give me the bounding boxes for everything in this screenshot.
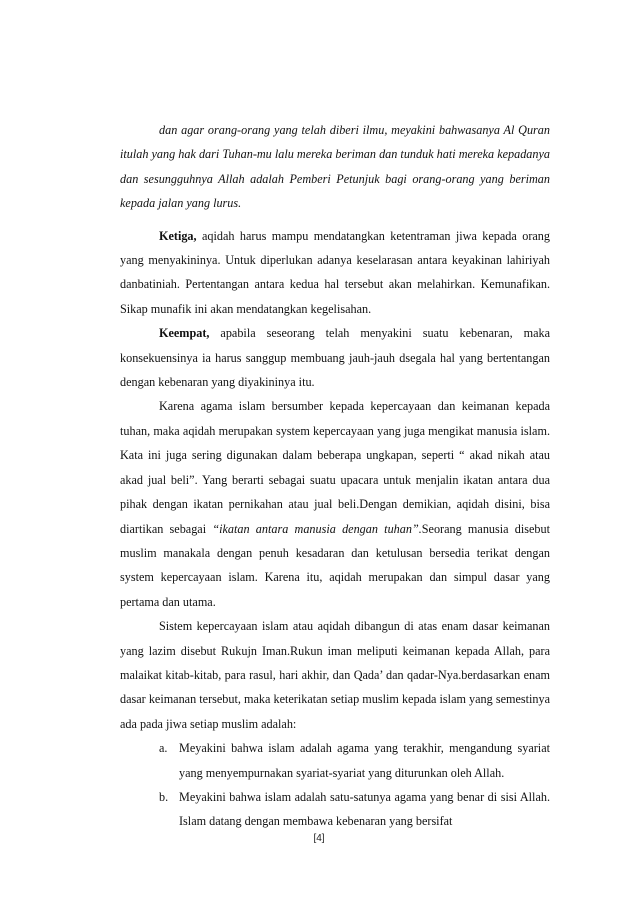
keempat-lead: Keempat, — [159, 326, 210, 341]
karena-text-2: Seorang manusia disebut muslim manakala dengan penuh kesadaran dan ketulusan bersedia terikat dengan system kepercayaan islam. Karena itu, aqidah merupakan dan simpul dasar yang pertama dan utama. — [120, 521, 550, 609]
ketiga-paragraph — [120, 224, 550, 322]
karena-italic-phrase: “ikatan antara manusia dengan tuhan”. — [212, 521, 422, 536]
list-item-text: Meyakini bahwa islam adalah satu-satunya agama yang benar di sisi Allah. Islam datang dengan membawa kebenaran yang bersifat — [179, 789, 550, 829]
sistem-paragraph: Sistem kepercayaan islam atau aqidah dibangun di atas enam dasar keimanan yang lazim disebut Rukujn Iman.Rukun iman meliputi keimanan kepada Allah, para malaikat kitab-kitab, para rasul, hari akhir, dan Qada’ dan qadar-Nya.berdasarkan enam dasar keimanan tersebut, maka keterikatan setiap muslim kepada islam yang semestinya ada pada jiwa setiap muslim adalah: — [120, 619, 550, 731]
list-marker: a. — [159, 741, 168, 756]
list-item-text: Meyakini bahwa islam adalah agama yang terakhir, mengandung syariat yang menyempurnakan syariat-syariat yang diturunkan oleh Allah. — [179, 741, 550, 780]
quran-verse-paragraph: dan agar orang-orang yang telah diberi ilmu, meyakini bahwasanya Al Quran itulah yang hak dari Tuhan-mu lalu mereka beriman dan tunduk hati mereka kepadanya dan sesungguhnya Allah adalah Pemberi Petunjuk bagi orang-orang yang beriman kepada jalan yang lurus. — [120, 123, 550, 211]
page-number: [4] — [313, 833, 325, 844]
belief-list — [120, 736, 550, 834]
keempat-text: apabila seseorang telah menyakini suatu kebenaran, maka konsekuensinya ia harus sanggup membuang jauh-jauh dsegala hal yang bertentangan dengan kebenaran yang diyakininya itu. — [120, 326, 550, 390]
list-item — [120, 785, 550, 834]
list-marker: b. — [159, 789, 169, 804]
document-body — [120, 118, 550, 834]
karena-text-1: Karena agama islam bersumber kepada kepercayaan dan keimanan kepada tuhan, maka aqidah merupakan system kepercayaan yang juga mengikat manusia islam. Kata ini juga sering digunakan dalam beberapa ungkapan, seperti “ akad nikah atau akad jual beli”. Yang berarti sebagai suatu upacara untuk menjalin ikatan antara dua pihak dengan ikatan pernikahan atau jual beli.Dengan demikian, aqidah disini, bisa diartikan sebagai — [120, 399, 550, 536]
list-item — [120, 736, 550, 785]
keempat-paragraph — [120, 321, 550, 394]
karena-paragraph — [120, 394, 550, 614]
ketiga-lead: Ketiga, — [159, 228, 197, 243]
ketiga-text: aqidah harus mampu mendatangkan ketentraman jiwa kepada orang yang menyakininya. Untuk diperlukan adanya keselarasan antara keyakinan lahiriyah danbatiniah. Pertentangan antara kedua hal tersebut akan melahirkan. Kemunafikan. Sikap munafik ini akan mendatangkan kegelisahan. — [120, 228, 550, 316]
